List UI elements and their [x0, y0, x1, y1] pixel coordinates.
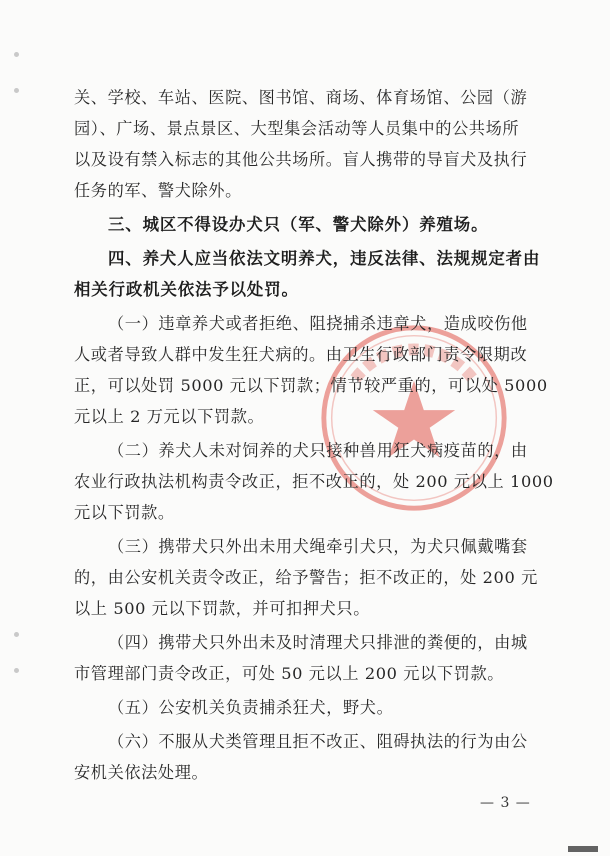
body-text-line: （三）携带犬只外出未用犬绳牵引犬只，为犬只佩戴嘴套: [108, 537, 528, 556]
body-text-line: 农业行政执法机构责令改正，拒不改正的，处 200 元以上 1000: [74, 472, 554, 491]
body-text-line: 安机关依法处理。: [74, 763, 209, 782]
body-text-line: （六）不服从犬类管理且拒不改正、阻碍执法的行为由公: [108, 732, 528, 751]
body-text-line: 市管理部门责令改正，可处 50 元以上 200 元以下罚款。: [74, 664, 505, 683]
body-text-line: 关、学校、车站、医院、图书馆、商场、体育场馆、公园（游: [74, 88, 528, 107]
body-text-line: 元以下罚款。: [74, 503, 175, 522]
body-text-line: 人或者导致人群中发生狂犬病的。由卫生行政部门责令限期改: [74, 345, 528, 364]
section-heading: 三、城区不得设办犬只（军、警犬除外）养殖场。: [108, 215, 489, 234]
binding-hole-mark: [14, 52, 19, 57]
body-text-line: 正，可以处罚 5000 元以下罚款；情节较严重的，可以处 5000: [74, 376, 548, 395]
body-text-line: （五）公安机关负责捕杀狂犬，野犬。: [108, 698, 394, 717]
binding-hole-mark: [14, 632, 19, 637]
body-text-line: 任务的军、警犬除外。: [74, 181, 242, 200]
body-text-line: 元以上 2 万元以下罚款。: [74, 407, 265, 426]
body-text-line: 园）、广场、景点景区、大型集会活动等人员集中的公共场所: [74, 119, 520, 138]
binding-hole-mark: [14, 88, 19, 93]
scan-edge-mark: [568, 846, 598, 852]
body-text-line: （一）违章养犬或者拒绝、阻挠捕杀违章犬，造成咬伤他: [108, 314, 528, 333]
body-text-line: （四）携带犬只外出未及时清理犬只排泄的粪便的，由城: [108, 633, 528, 652]
body-text-line: 以上 500 元以下罚款，并可扣押犬只。: [74, 599, 370, 618]
page-number: — 3 —: [480, 795, 531, 811]
body-text-line: （二）养犬人未对饲养的犬只接种兽用狂犬病疫苗的，由: [108, 441, 528, 460]
section-heading: 四、养犬人应当依法文明养犬，违反法律、法规规定者由: [108, 249, 541, 268]
section-heading: 相关行政机关依法予以处罚。: [74, 280, 299, 299]
body-text-line: 以及设有禁入标志的其他公共场所。盲人携带的导盲犬及执行: [74, 150, 528, 169]
binding-hole-mark: [14, 668, 19, 673]
body-text-line: 的，由公安机关责令改正，给予警告；拒不改正的，处 200 元: [74, 568, 538, 587]
